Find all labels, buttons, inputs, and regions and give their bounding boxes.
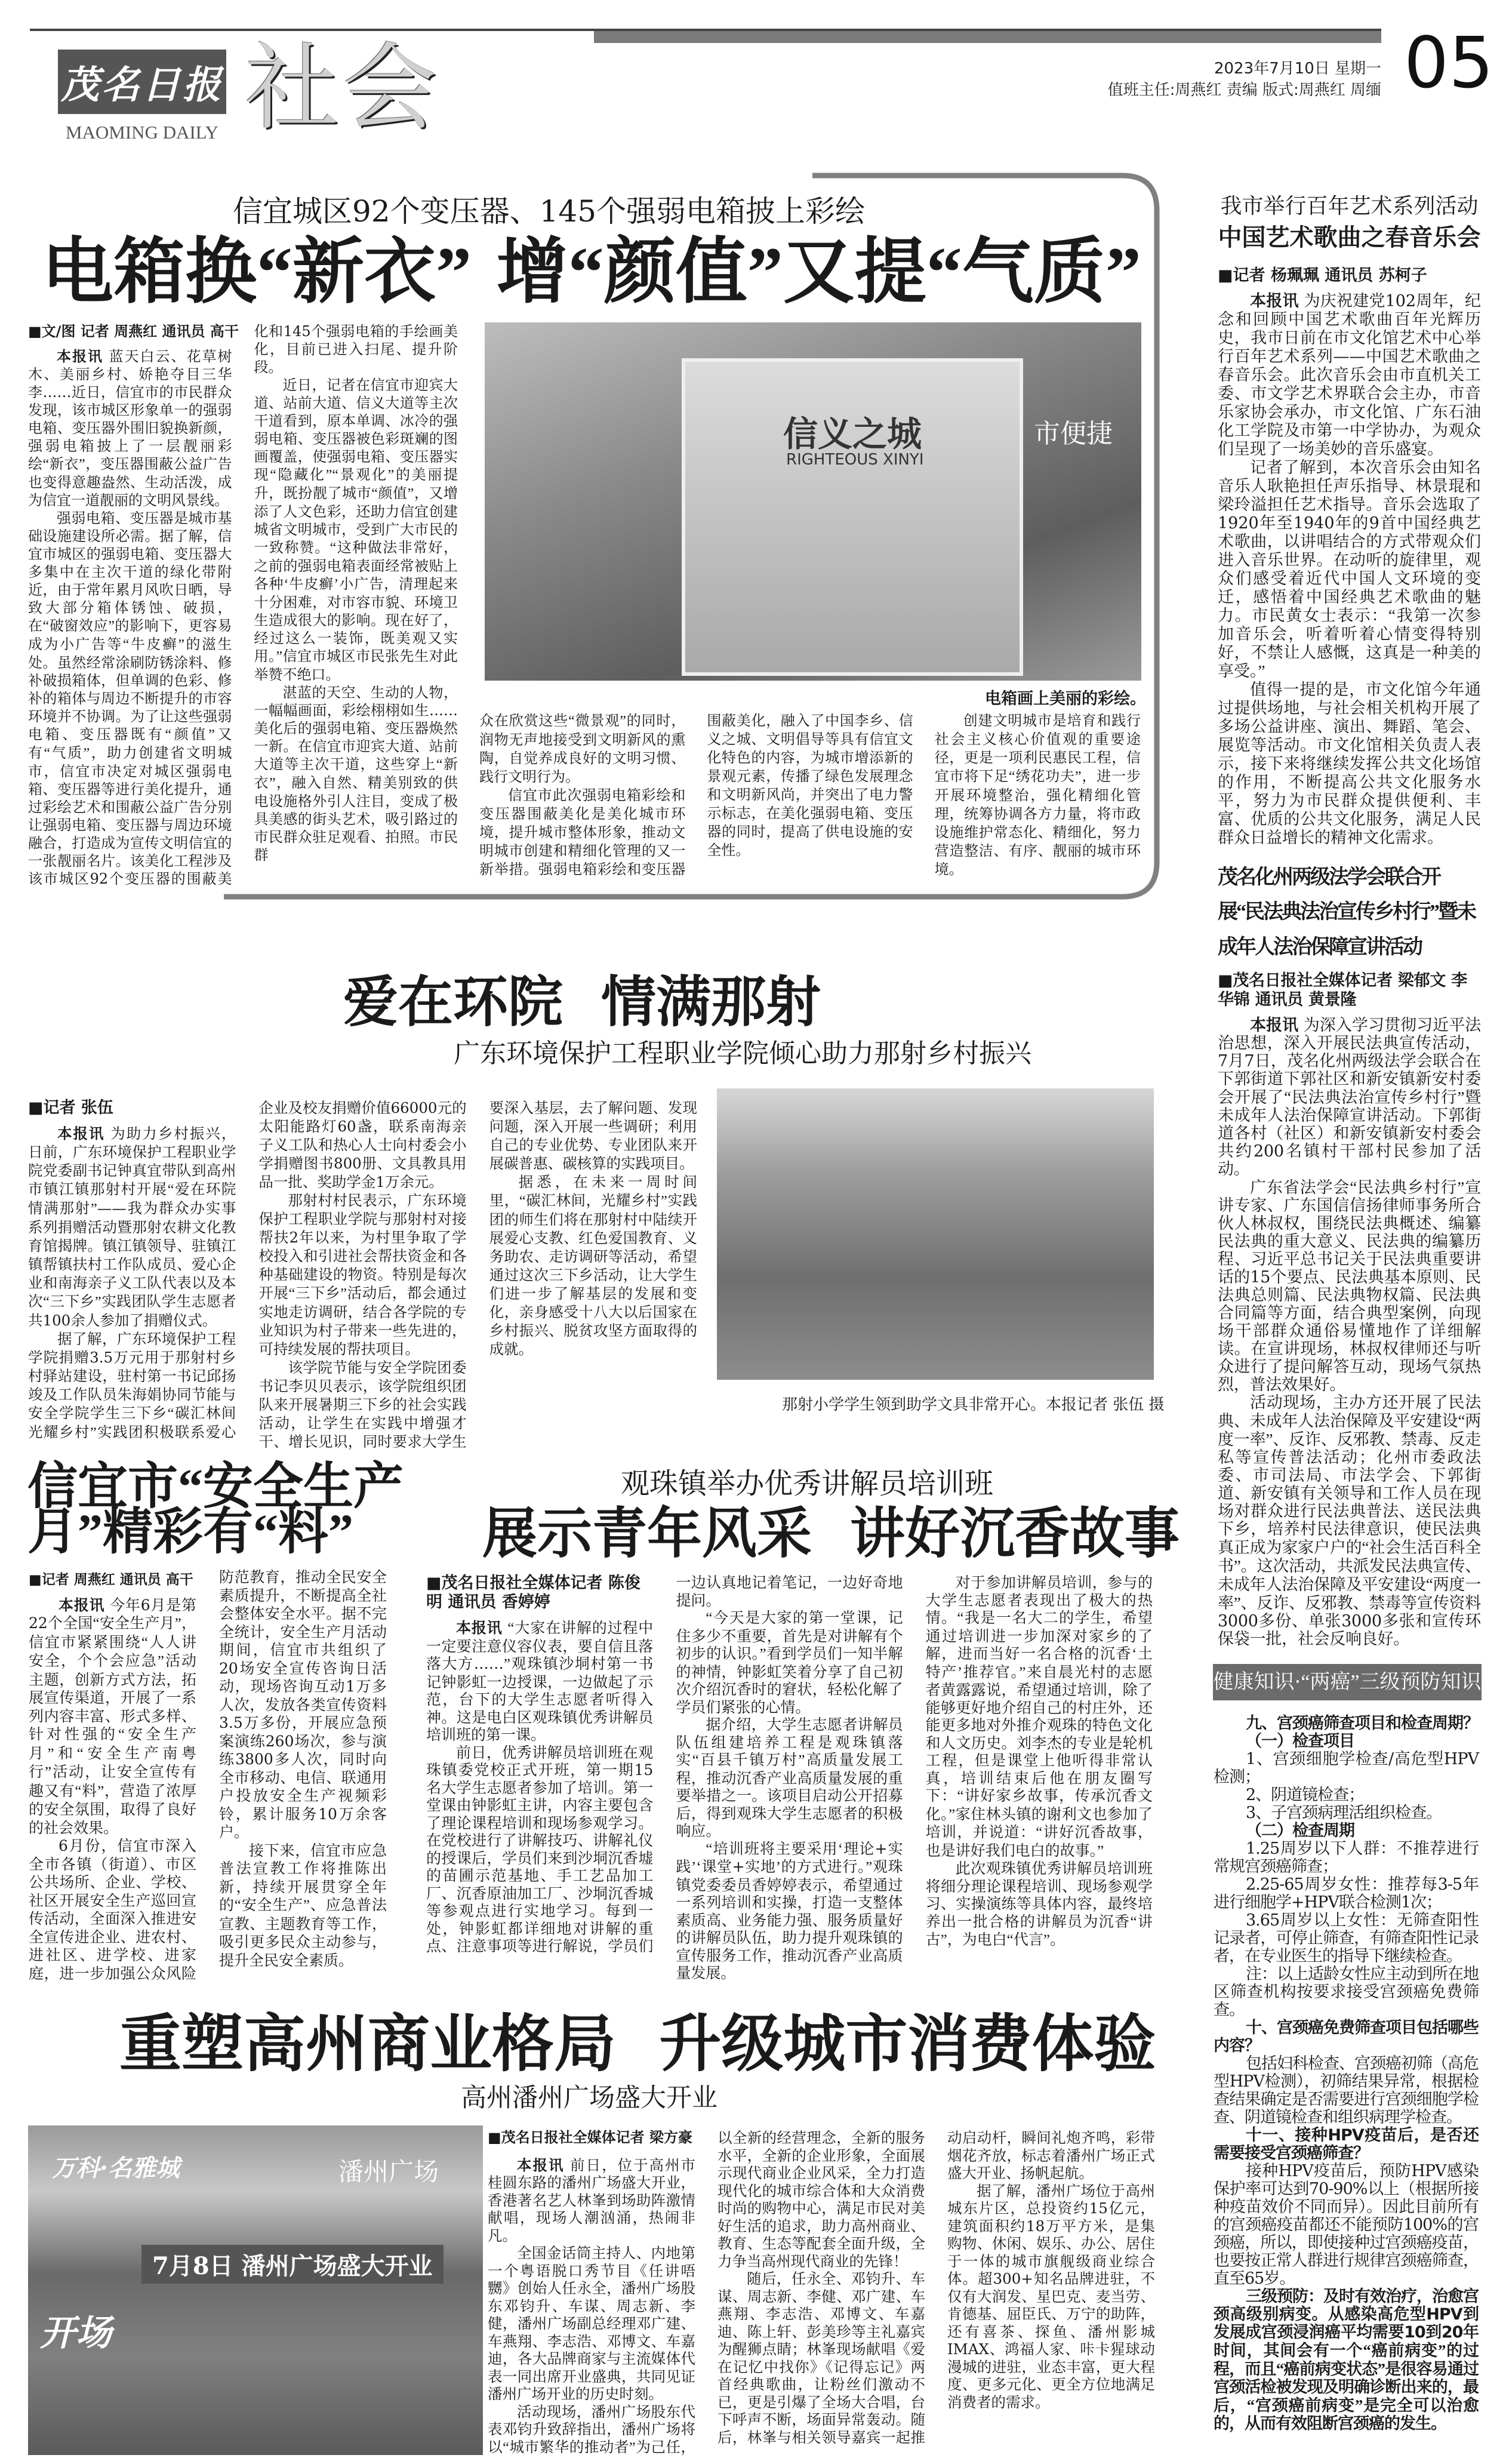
quote-mark: “ bbox=[253, 1505, 279, 1560]
logo-text: 茂名日报 bbox=[61, 63, 223, 107]
huanyuan-photo-caption: 那射小学学生领到助学文具非常开心。本报记者 张伍 摄 bbox=[782, 1396, 1165, 1414]
paragraph bbox=[479, 712, 685, 786]
quote-mark: “ bbox=[507, 1620, 515, 1636]
paragraph-text: 创建文明城市是培育和践行社会主义核心价值观的重要途径，更是一项利民惠民工程，信宜市将下足“绣花功夫”，进一步开展环境整治，强化精细化管理，统筹协调各方力量，将市政设施维护常态化、精细化，努力营造整洁、有序、靓丽的城市环境。 bbox=[934, 712, 1141, 878]
quote-mark: ” bbox=[1457, 1179, 1465, 1196]
quote-mark: ” bbox=[798, 1752, 805, 1768]
quote-mark: ” bbox=[940, 1932, 947, 1948]
paragraph bbox=[28, 347, 232, 509]
quote-mark: ’ bbox=[334, 577, 339, 592]
paragraph bbox=[1218, 292, 1481, 459]
quote-mark: “ bbox=[957, 1610, 964, 1626]
quote-mark: “ bbox=[926, 232, 962, 312]
logo-english: MAOMING DAILY bbox=[65, 122, 219, 143]
page-number: 05 bbox=[1404, 21, 1494, 104]
paragraph bbox=[488, 2157, 695, 2245]
paragraph bbox=[426, 1619, 653, 1744]
quote-mark: ” bbox=[78, 1505, 103, 1560]
quote-mark: ‘ bbox=[1132, 1646, 1137, 1662]
safety-headline bbox=[27, 1456, 404, 1561]
paragraph-text: 该学院节能与安全学院团委书记李贝贝表示，该学院组织团队来开展暑期三下乡的社会实践活动，让学生在实践中增强才干、增长见识，同时要求大学生要深入基层，去了解问题、发现问题，深入开展一些调研；利用自己的专业优势、专业团队来开展碳普惠、碳核算的实践项目。 bbox=[258, 1099, 697, 1450]
paragraph bbox=[489, 1173, 697, 1358]
quote-mark: “ bbox=[1236, 901, 1245, 923]
health-paragraph: 3.65周岁以上女性：无筛查阳性记录者，可停止筛查，有筛查阳性记录者，在专业医生的指导下继续检查。 bbox=[1214, 1911, 1479, 1965]
quote-mark: “ bbox=[706, 1841, 713, 1857]
quote-mark: ‘ bbox=[837, 1841, 843, 1857]
quote-mark: ” bbox=[1350, 1671, 1360, 1693]
quote-mark: “ bbox=[1008, 769, 1015, 785]
paragraph-text: 此次观珠镇优秀讲解员培训班将细分理论课程培训、现场参观学习、实操演练等具体内容，最终培养出一批合格的讲解员为沉香“讲古”，为电白“代言”。 bbox=[925, 1860, 1153, 1948]
concert-kicker: 我市举行百年艺术系列活动 bbox=[1220, 194, 1479, 219]
editor-credits: 值班主任:周燕红 责编 版式:周燕红 周缅 bbox=[1107, 81, 1381, 99]
quote-mark: “ bbox=[234, 1897, 241, 1914]
paragraph-text: 值得一提的是，市文化馆今年通过提供场地，与社会相关机构开展了多场公益讲座、演出、舞蹈、笔会、展览等活动。市文化馆相关负责人表示，接下来将继续发挥公共文化场馆的作用，不断提高公共文化服务水平，努力为市民群众提供便利、丰富、优质的公共文化服务，满足人民群众日益增长的精神文化需求。 bbox=[1218, 681, 1481, 847]
quote-mark: “ bbox=[118, 1727, 125, 1743]
paragraph-text: “大家在讲解的过程中一定要注意仪容仪表，要自信且落落大方……”观珠镇沙垌村第一书记钟影虹一边授课，一边做起了示范，台下的大学生志愿者听得入神。这是电白区观珠镇优秀讲解员培训班的第一课。 bbox=[426, 1619, 654, 1743]
dateline-label: 本报讯 bbox=[57, 1125, 105, 1142]
photo-lettering: 市便捷 bbox=[1034, 419, 1113, 449]
concert-headline: 中国艺术歌曲之春音乐会 bbox=[1218, 223, 1481, 251]
health-paragraph: 注：以上适龄女性应主动到所在地区筛查机构按要求接受宫颈癌免费筛查。 bbox=[1214, 1965, 1479, 2019]
quote-mark: “ bbox=[167, 1182, 174, 1198]
paragraph bbox=[947, 2182, 1155, 2411]
quote-mark: “ bbox=[43, 1294, 50, 1310]
quote-mark: ” bbox=[1105, 232, 1141, 312]
health-paragraph: 包括妇科检查、宫颈癌初筛（高危型HPV检测），初筛结果异常，根据检查结果确定是否需要进行宫颈细胞学检查、阴道镜检查和组织病理学检查。 bbox=[1214, 2054, 1479, 2127]
paragraph-text: “培训班将主要采用‘理论+实践’‘课堂+实地’的方式进行。”观珠镇党委委员香婷婷表示，希望通过一系列培训和实操，打造一支整体素质高、业务能力强、服务质量好的讲解员队伍，助力提升观珠镇的宣传服务工作，推动沉香产业高质量发展。 bbox=[676, 1839, 903, 1982]
quote-mark: “ bbox=[1388, 607, 1396, 625]
gaozhou-headline: 重塑高州商业格局 升级城市消费体验 bbox=[119, 2007, 1156, 2080]
quote-mark: “ bbox=[568, 713, 575, 729]
health-question: （二）检查周期 bbox=[1246, 1822, 1354, 1840]
quote-mark: ” bbox=[325, 467, 332, 483]
dateline-label: 本报讯 bbox=[1250, 1016, 1299, 1035]
gaozhou-subtitle: 高州潘州广场盛大开业 bbox=[461, 2083, 717, 2113]
quote-mark: ” bbox=[1043, 1932, 1051, 1948]
paragraph-text: 据介绍，大学生志愿者讲解员队伍组建培养工程是观珠镇落实“百县千镇万村”高质量发展工程，推动沉香产业高质量发展的重要举措之一。该项目启动公开招募后，得到观珠大学生志愿者的积极响应。 bbox=[676, 1716, 903, 1839]
paragraph-text: 活动现场，主办方还开展了民法典、未成年人法治保障及平安建设“两度一率”、反诈、反邪教、禁毒、反走私等宣传普法活动；化州市委政法委、市司法局、市法学会、下郭街道、新安镇有关领导和工作人员在现场对群众进行民法典普法、送民法典下乡，培养村民法律意识，使民法典真正成为家家户户的“社会生活百科全书”。这次活动，共派发民法典宣传、未成年人法治保障及平安建设“两度一率”、反诈、反邪教、禁毒等宣传资料3000多份、单张3000多张和宣传环保袋一批，社会反响良好。 bbox=[1218, 1394, 1482, 1648]
quote-mark: “ bbox=[42, 619, 50, 634]
lead-kicker: 信宜城区92个变压器、145个强弱电箱披上彩绘 bbox=[233, 194, 866, 229]
quote-mark: ” bbox=[866, 1859, 873, 1875]
safety-body bbox=[29, 1568, 387, 1986]
quote-mark: “ bbox=[503, 2439, 509, 2456]
quote-mark: ” bbox=[328, 1505, 354, 1560]
paragraph bbox=[1218, 1394, 1481, 1648]
quote-mark: ” bbox=[436, 232, 472, 312]
quote-mark: ” bbox=[1233, 1594, 1241, 1612]
quote-mark: “ bbox=[1458, 1412, 1465, 1430]
paragraph bbox=[254, 376, 458, 684]
paragraph-text: 6月份，信宜市深入全市各镇（街道）、市区公共场所、企业、学校、社区开展安全生产巡回宣传活动，全面深入推进安全宣传进企业、进农村、进社区、进学校、进家庭，进一步加强公众风险防范教育，推动全民安全素质提升，不断提高全社会整体安全水平。据不完全统计，安全生产月活动期间，信宜市共组织了20场安全宣传咨询日活动，现场咨询互动1万多人次，发放各类宣传资料3.5万多份，开展应急预案演练260场次，参与演练3800多人次，同时向全市移动、电信、联通用户投放安全生产视频彩铃，累计服务10万余客户。 bbox=[29, 1568, 387, 1982]
paragraph bbox=[926, 1574, 1153, 1860]
paragraph bbox=[676, 1716, 903, 1840]
quote-mark: ” bbox=[108, 619, 115, 634]
quote-mark: ” bbox=[503, 1656, 510, 1672]
quote-mark: “ bbox=[957, 1788, 964, 1804]
paragraph-text: 众在欣赏这些“微景观”的同时，润物无声地接受到文明新风的熏陶，自觉养成良好的文明习惯、践行文明行为。 bbox=[479, 712, 686, 785]
photo-lettering: RIGHTEOUS XINYI bbox=[786, 451, 924, 469]
health-paragraph: 接种HPV疫苗后，预防HPV感染保护率可达到70-90%以上（根据所接种疫苗效价不同而异）。因此目前所有的宫颈癌疫苗都还不能预防100%的宫颈癌，所以，即使接种过宫颈癌疫苗，也要按正常人群进行规律宫颈癌筛查，直至65岁。 bbox=[1214, 2162, 1479, 2288]
quote-mark: ‘ bbox=[696, 1859, 701, 1875]
quote-mark: “ bbox=[568, 232, 604, 312]
photo-lettering: 7月8日 潘州广场盛大开业 bbox=[141, 2245, 444, 2284]
paragraph-text: 随后，任永全、邓钧升、车谋、周志新、李健、邓广建、车燕翔、李志浩、邓博文、车嘉迪、陈上轩、彭美珍等主礼嘉宾为醒狮点睛；林峯现场献唱《爱在记忆中找你》《记得忘记》两首经典歌曲，让粉丝们激动不已，更是引爆了全场大合唱，台下呼声不断，场面异常轰动。随后，林峯与相关领导嘉宾一起推动启动杆，瞬间礼炮齐鸣，彩带烟花齐放，标志着潘州广场正式盛大开业、扬帆起航。 bbox=[717, 2129, 1155, 2446]
paragraph-text: 湛蓝的天空、生动的人物，一幅幅画面，彩绘栩栩如生……美化后的强弱电箱、变压器焕然一新。在信宜市迎宾大道、站前大道等主次干道，这些穿上“新衣”，融入自然、精美别致的供电设施格外引人注目，变成了极具美感的街头艺术，吸引路过的市民群众驻足观看、拍照。市民群 bbox=[254, 684, 458, 863]
quote-mark: “ bbox=[519, 1193, 526, 1209]
health-box-body bbox=[1214, 1715, 1479, 2433]
paragraph-text: 对于参加讲解员培训，参与的大学生志愿者表现出了极大的热情。“我是一名大二的学生，希望通过培训进一步加深对家乡的了解，进而当好一名合格的沉香‘土特产’推荐官。”来自晨光村的志愿者黄露露说，希望通过培训，除了能够更好地介绍自己的村庄外，还能更多地对外推介观珠的特色文化和人文历史。刘李杰的专业是轮机工程，但是课堂上他听得非常认真，培训结束后他在朋友圈写下：“讲好家乡故事，传承沉香文化。”家住林头镇的谢利文也参加了培训，并说道：“讲好沉香故事，也是讲好我们电白的故事。” bbox=[925, 1574, 1153, 1859]
quote-mark: “ bbox=[75, 1783, 82, 1799]
quote-mark: ” bbox=[94, 1294, 101, 1310]
quote-mark: ” bbox=[208, 727, 215, 743]
quote-mark: “ bbox=[371, 486, 378, 502]
issue-date: 2023年7月10日 星期一 bbox=[1214, 60, 1381, 78]
paragraph-text: 强弱电箱、变压器是城市基础设施建设所必需。据了解，信宜市城区的强弱电箱、变压器大多集中在主次干道的绿化带附近，由于常年累月风吹日晒，导致大部分箱体锈蚀、破损，在“破窗效应”的影响下，更容易成为小广告等“牛皮癣”的滋生处。虽然经常涂刷防锈涂料、修补破损箱体，但单调的色彩、修补的箱体与周边不断提升的市容环境并不协调。为了让这些强弱电箱、变压器既有“颜值”又有“气质”，助力创建省文明城市，信宜市决定对城区强弱电箱、变压器等进行美化提升，通过彩绘艺术和围蔽公益广告分别让强弱电箱、变压器与周边环境融合，打造成为宣传文明信宜的一张靓丽名片。该美化工程涉及该市城区92个变压器的围蔽美化和145个强弱电箱的手绘画美化，目前已进入扫尾、提升阶段。 bbox=[28, 323, 458, 887]
paragraph-text: 今年6月是第22个全国“安全生产月”，信宜市紧紧围绕“人人讲安全，个个会应急”活动主题，创新方式方法，拓展宣传渠道，开展了一系列内容丰富、形式多样、针对性强的“安全生产月”和“安全生产南粤行”活动，让安全宣传有趣又有“料”，营造了浓厚的安全氛围，取得了良好的社会效果。 bbox=[29, 1596, 196, 1837]
lead-photo-caption: 电箱画上美丽的彩绘。 bbox=[985, 690, 1146, 708]
paragraph bbox=[1218, 1017, 1481, 1179]
quote-mark: “ bbox=[165, 727, 172, 743]
dateline-label: 本报讯 bbox=[456, 1619, 503, 1636]
quote-mark: “ bbox=[1363, 2342, 1371, 2360]
quote-mark: ” bbox=[178, 637, 185, 653]
quote-mark: ” bbox=[1430, 901, 1438, 923]
paragraph bbox=[676, 1840, 903, 1982]
quote-mark: ’ bbox=[957, 1664, 963, 1681]
photo-lettering: 潘州广场 bbox=[338, 2157, 439, 2186]
quote-mark: ” bbox=[174, 1616, 181, 1632]
paragraph bbox=[676, 1609, 903, 1716]
paragraph-text: 近日，记者在信宜市迎宾大道、站前大道、信义大道等主次干道看到，原本单调、冰冷的强弱电箱、变压器被色彩斑斓的图画覆盖，使强弱电箱、变压器实现“隐藏化”“景观化”的美丽提升，既扮靓了城市“颜值”，又增添了人文色彩，还助力信宜创建城省文明城市，受到广大市民的一致称赞。“这种做法非常好，之前的强弱电箱表面经常被贴上各种‘牛皮癣’小广告，清理起来十分困难，对市容市貌、环境卫生造成很大的影响。现在好了，经过这么一装饰，既美观又实用。”信宜市城区市民张先生对此举赞不绝口。 bbox=[254, 377, 458, 683]
quote-mark: ” bbox=[79, 457, 85, 472]
safety-headline-line: 月”精彩有“料” bbox=[27, 1502, 354, 1561]
quote-mark: “ bbox=[436, 757, 443, 773]
dateline-label: 本报讯 bbox=[517, 2156, 565, 2174]
quote-mark: “ bbox=[288, 1285, 295, 1302]
guanzhu-kicker: 观珠镇举办优秀讲解员培训班 bbox=[621, 1467, 994, 1500]
paragraph bbox=[28, 1124, 236, 1330]
photo-lettering: 开场 bbox=[40, 2312, 112, 2354]
quote-mark: “ bbox=[270, 467, 276, 483]
gaozhou-photo-opening-ceremony bbox=[28, 2125, 483, 2455]
quote-mark: ” bbox=[747, 232, 783, 312]
quote-mark: “ bbox=[178, 1459, 204, 1515]
quote-mark: ” bbox=[629, 2439, 636, 2456]
quote-mark: “ bbox=[44, 746, 51, 761]
dateline-label: 本报讯 bbox=[1250, 292, 1299, 310]
paragraph bbox=[258, 1191, 466, 1358]
quote-mark: ” bbox=[1457, 1088, 1465, 1106]
quote-mark: “ bbox=[167, 1405, 174, 1422]
paragraph-text: 记者了解到，本次音乐会由知名音乐人耿艳担任声乐指导、林景琨和梁玲溢担任艺术指导。音乐会选取了1920年至1940年的9首中国经典艺术歌曲，以讲唱结合的方式带观众们进入音乐世界。在动听的旋律里，观众们感受着近代中国人文环境的变迁，感悟着中国经典艺术歌曲的魅力。市民黄女士表示：“我第一次参加音乐会，听着听着心情变得特别好，不禁让人感慨，这真是一种美的享受。” bbox=[1218, 459, 1482, 681]
paragraph-text: 据了解，广东环境保护工程学院捐赠3.5万元用于那射村乡村驿站建设，驻村第一书记邱扬竣及工作队员朱海娟协同节能与安全学院学生三下乡“碳汇林间 光耀乡村”实践团积极联系爱心企业及校友捐赠价值66000元的太阳能路灯60盏，联系南海亲子义工队和热心人士向村委会小学捐赠图书800册、文具教具用品一批、奖助学金1万余元。 bbox=[28, 1099, 467, 1441]
guanzhu-body bbox=[426, 1574, 1153, 1988]
quote-mark: ” bbox=[1019, 1664, 1026, 1681]
huanyuan-subtitle: 广东环境保护工程职业学院倾心助力那射乡村振兴 bbox=[454, 1038, 1031, 1069]
health-paragraph: 1.25周岁以下人群：不推荐进行常规宫颈癌筛查； bbox=[1214, 1839, 1479, 1876]
paragraph bbox=[1218, 459, 1481, 681]
health-question: 十、宫颈癌免费筛查项目包括哪些内容？ bbox=[1214, 2019, 1479, 2055]
quote-mark: “ bbox=[122, 637, 130, 653]
quote-mark: “ bbox=[1425, 1576, 1433, 1594]
paragraph bbox=[254, 684, 458, 864]
quote-mark: ” bbox=[83, 746, 90, 761]
quote-mark: “ bbox=[76, 1745, 84, 1762]
health-paragraph: 2.25-65周岁女性：推荐每3-5年进行细胞学+HPV联合检测1次； bbox=[1214, 1875, 1479, 1912]
quote-mark: ” bbox=[90, 1201, 97, 1217]
gaozhou-body bbox=[488, 2129, 1155, 2460]
quote-mark: ” bbox=[1354, 2397, 1363, 2414]
paragraph-text: 接下来，信宜市应急普法宣教工作将推陈出新，持续开展贯穿全年的“安全生产”、应急普法宣教、主题教育等工作，吸引更多民众主动参与，提升全民安全素质。 bbox=[219, 1841, 387, 1969]
photo-lettering: 信义之城 bbox=[783, 414, 922, 454]
quote-mark: ” bbox=[407, 486, 414, 502]
quote-mark: ” bbox=[45, 1764, 52, 1780]
lead-photo-painted-electric-box bbox=[485, 322, 1141, 681]
quote-mark: ” bbox=[157, 1653, 164, 1669]
quote-mark: ‘ bbox=[284, 577, 289, 592]
quote-mark: “ bbox=[1301, 1671, 1310, 1693]
photo-lettering: 万科·名雅城 bbox=[52, 2154, 180, 2182]
huanyuan-photo-students bbox=[717, 1088, 1154, 1380]
paragraph-text: 蓝天白云、花草树木、美丽乡村、娇艳夺目三华李……近日，信宜市的市民群众发现，该市城区形象单一的强弱电箱、变压器外围旧貌换新颜，强弱电箱披上了一层靓丽彩绘“新衣”，变压器围蔽公益广告也变得意趣盎然、生动活泼，成为信宜一道靓丽的文明风景线。 bbox=[28, 348, 232, 509]
quote-mark: ” bbox=[660, 1193, 667, 1209]
newspaper-logo bbox=[58, 50, 226, 114]
safety-headline-line: 信宜市“安全生产 bbox=[27, 1456, 404, 1515]
quote-mark: ” bbox=[269, 776, 276, 791]
quote-mark: “ bbox=[1130, 1914, 1137, 1930]
quote-mark: ” bbox=[387, 467, 395, 483]
paragraph-text: 信宜市此次强弱电箱彩绘和变压器围蔽美化是美化城市环境，提升城市整体形象，推动文明城市创建和精细化管理的又一新举措。强弱电箱彩绘和变压器围蔽美化，融入了中国李乡、信义之城、文明倡导等具有信宜文化特色的内容，为城市增添新的景观元素，传播了绿色发展理念和文明新风尚，并突出了电力警示标志，在美化强弱电箱、变压器的同时，提高了供电设施的安全性。 bbox=[479, 712, 913, 878]
quote-mark: “ bbox=[257, 232, 292, 312]
quote-mark: ” bbox=[1233, 1557, 1241, 1575]
paragraph bbox=[1218, 1179, 1481, 1394]
lead-byline: ■文/图 记者 周燕红 通讯员 高干 bbox=[28, 323, 239, 340]
quote-mark: ” bbox=[1258, 662, 1265, 680]
quote-mark: “ bbox=[1284, 1088, 1291, 1106]
health-question: （一）检查项目 bbox=[1246, 1732, 1354, 1751]
concert-byline: ■记者 杨珮珮 通讯员 苏柯子 bbox=[1218, 266, 1427, 285]
law-headline: 茂名化州两级法学会联合开展“民法典法治宣传乡村行”暨未成年人法治保障宣讲活动 bbox=[1218, 865, 1475, 959]
quote-mark: “ bbox=[1276, 2360, 1284, 2378]
health-question: 十一、接种HPV疫苗后，是否还需要接受宫颈癌筛查？ bbox=[1214, 2126, 1479, 2162]
paragraph-text: 广东省法学会“民法典乡村行”宣讲专家、广东国信信扬律师事务所合伙人林叔权，围绕民法典概述、编纂民法典的重大意义、民法典的编纂历程、习近平总书记关于民法典重要讲话的15个要点、民法典基本原则、民法典总则篇、民法典物权篇、民法典合同篇等方面，结合典型案例，向现场干部群众通俗易懂地作了详细解读。在宣讲现场，林叔权律师还与听众进行了提问解答互动，现场气氛热烈，普法效果好。 bbox=[1218, 1179, 1482, 1394]
paragraph-text: 全国金话筒主持人、内地第一个粤语脱口秀节目《任讲唔嬲》创始人任永全，潘州广场股东邓钧升、车谋、周志新、李健，潘州广场副总经理邓广建、车燕翔、李志浩、邓博文、车嘉迪，各大品牌商家与主流媒体代表一同出席开业盛典，共同见证潘州广场开业的历史时刻。 bbox=[488, 2244, 695, 2403]
quote-mark: “ bbox=[332, 467, 338, 483]
quote-mark: “ bbox=[1350, 1179, 1357, 1196]
health-box-header: 健康知识·“两癌”三级预防知识 bbox=[1213, 1664, 1482, 1700]
paragraph-text: “今天是大家的第一堂课，记住多少不重要，首先是对讲解有个初步的认识。”看到学员们一知半解的神情，钟影虹笑着分享了自己初次介绍沉香时的窘状，轻松化解了学员们紧张的心情。 bbox=[676, 1609, 903, 1716]
paragraph-text: 据悉，在未来一周时间里，“碳汇林间，光耀乡村”实践团的师生们将在那射村中陆续开展爱心支教、红色爱国教育、义务助农、走访调研等活动，希望通过这次三下乡活动，让大学生们进一步了解基层的发展和变化，亲身感受十八大以后国家在乡村振兴、脱贫攻坚方面取得的成就。 bbox=[489, 1173, 697, 1358]
law-article bbox=[1218, 860, 1481, 1648]
quote-mark: “ bbox=[1246, 2397, 1255, 2414]
gaozhou-byline: ■茂名日报社全媒体记者 梁方豪 bbox=[488, 2129, 693, 2146]
health-question: 九、宫颈癌筛查项目和检查周期？ bbox=[1246, 1714, 1479, 1733]
quote-mark: ” bbox=[340, 1285, 347, 1302]
dateline-label: 本报讯 bbox=[58, 1596, 105, 1614]
health-paragraph: 3、子宫颈病理活组织检查。 bbox=[1246, 1804, 1442, 1822]
dateline-label: 本报讯 bbox=[57, 348, 103, 365]
paragraph-text: 活动现场，潘州广场股东代表邓钧升致辞指出，潘州广场将以“城市繁华的推动者”为己任，以全新的经营理念，全新的服务水平，全新的企业形象，全面展示现代商业企业风采，全力打造现代化的城市综合体和大众消费时尚的购物中心，满足市民对美好生活的追求，助力高州商业、教育、生态等配套全面升级，全力争当高州现代商业的先锋！ bbox=[488, 2129, 925, 2456]
quote-mark: ” bbox=[759, 1646, 766, 1662]
huanyuan-byline: ■记者 张伍 bbox=[28, 1099, 113, 1117]
quote-mark: “ bbox=[93, 1616, 100, 1632]
quote-mark: ’ bbox=[775, 1859, 781, 1875]
paragraph bbox=[935, 712, 1141, 879]
quote-mark: ” bbox=[303, 1897, 310, 1914]
quote-mark: ” bbox=[97, 1783, 104, 1799]
quote-mark: ” bbox=[1377, 2360, 1385, 2378]
section-title: 社会 bbox=[245, 33, 441, 143]
quote-mark: ” bbox=[47, 1745, 54, 1762]
concert-article bbox=[1218, 192, 1481, 847]
lead-headline: 电箱换“新衣” 增“颜值”又提“气质” bbox=[42, 229, 1141, 313]
guanzhu-byline: ■茂名日报社全媒体记者 陈俊明 通讯员 香婷婷 bbox=[426, 1574, 640, 1611]
quote-mark: ” bbox=[276, 649, 283, 665]
paragraph bbox=[1218, 681, 1481, 847]
paragraph-text: 前日，位于高州市桂圆东路的潘州广场盛大开业，香港著名艺人林峯到场助阵激情献唱，现场人潮汹涌，热闹非凡。 bbox=[488, 2156, 695, 2244]
quote-mark: ” bbox=[90, 1425, 97, 1441]
quote-mark: “ bbox=[329, 540, 337, 556]
guanzhu-headline: 展示青年风采 讲好沉香故事 bbox=[482, 1501, 1180, 1565]
paragraph-text: 为助力乡村振兴，日前，广东环境保护工程职业学院党委副书记钟真宜带队到高州市镇江镇那射村开展“爱在环院 情满那射”——我为群众办实事系列捐赠活动暨那射农耕文化教育馆揭牌。镇江镇领导、驻镇江镇帮镇扶村工作队成员、爱心企业和南海亲子义工队代表以及本次“三下乡”实践团队学生志愿者共100余人参加了捐赠仪式。 bbox=[28, 1125, 236, 1329]
quote-mark: “ bbox=[706, 1610, 713, 1626]
health-paragraph: 三级预防：及时有效治疗，治愈宫颈高级别病变。从感染高危型HPV到发展成宫颈浸润癌平均需要10到20年时间，其间会有一个“癌前病变”的过程，而且“癌前病变状态”是很容易通过宫颈活检被发现及明确诊断出来的，最后，“宫颈癌前病变”是完全可以治愈的，从而有效阻断宫颈癌的发生。 bbox=[1214, 2287, 1479, 2433]
safety-byline: ■记者 周燕红 通讯员 高干 bbox=[29, 1572, 193, 1588]
quote-mark: ” bbox=[1437, 2342, 1446, 2360]
quote-mark: ” bbox=[1097, 1842, 1104, 1859]
paragraph-text: 为庆祝建党102周年，纪念和回顾中国艺术歌曲百年光辉历史，我市日前在市文化馆艺术中心举行百年艺术系列——中国艺术歌曲之春音乐会。此次音乐会由市直机关工委、市文学艺术界联合会主办，市音乐家协会承办，市文化馆、广东石油化工学院及市第一中学协办，为观众们呈现了一场美妙的音乐盛宴。 bbox=[1218, 292, 1482, 459]
quote-mark: “ bbox=[1036, 1825, 1043, 1841]
paragraph bbox=[488, 2244, 695, 2403]
huanyuan-body bbox=[28, 1099, 697, 1451]
header-gray-bar bbox=[594, 31, 1381, 43]
quote-mark: “ bbox=[141, 1634, 149, 1651]
quote-mark: “ bbox=[42, 457, 50, 472]
paragraph-text: 据了解，潘州广场位于高州城东片区，总投资约15亿元，建筑面积约18万平方米，是集购物、休闲、娱乐、办公、居住于一体的城市旗舰级商业综合体。超300+知名品牌进驻，不仅有大润发、星巴克、麦当劳、肯德基、屈臣氏、万宁的助阵，还有喜茶、探鱼、潘州影城IMAX、鸿福人家、咔卡猩球动漫城的进驻，业态丰富，更大程度、更多元化、更全方位地满足消费者的需求。 bbox=[947, 2182, 1155, 2411]
quote-mark: “ bbox=[1362, 1539, 1369, 1556]
paragraph-text: 为深入学习贯彻习近平法治思想，深入开展民法典宣传活动，7月7日，茂名化州两级法学会联合在下郭街道下郭社区和新安镇新安村委会开展了“民法典法治宣传乡村行”暨未成年人法治保障宣讲活动。下郭街道各村（社区）和新安镇新安村委会共约200名镇村干部村民参加了活动。 bbox=[1218, 1016, 1482, 1179]
quote-mark: ” bbox=[948, 1806, 956, 1823]
health-paragraph: 1、宫颈细胞学检查/高危型HPV检测； bbox=[1214, 1750, 1479, 1786]
health-paragraph: 2、阴道镜检查； bbox=[1246, 1786, 1365, 1804]
quote-mark: “ bbox=[692, 1752, 699, 1768]
law-byline: ■茂名日报社全媒体记者 梁郁文 李华锦 通讯员 黄景隆 bbox=[1218, 971, 1468, 1009]
paragraph bbox=[29, 1596, 196, 1838]
quote-mark: ” bbox=[1074, 769, 1082, 785]
quote-mark: ’ bbox=[691, 1859, 697, 1875]
quote-mark: ” bbox=[620, 713, 626, 729]
paragraph bbox=[219, 1842, 387, 1970]
huanyuan-headline: 爱在环院 情满那射 bbox=[343, 970, 821, 1034]
quote-mark: ” bbox=[1265, 1431, 1273, 1448]
lead-body-left bbox=[28, 322, 458, 890]
quote-mark: “ bbox=[1006, 1932, 1014, 1948]
paragraph-text: 那射村村民表示，广东环境保护工程职业学院与那射村对接帮扶2年以来，为村里争取了学校投入和引进社会帮扶资金和各种基础建设的物资。特别是每次开展“三下乡”活动后，都会通过实地走访调研，结合各学院的专业知识为村子带来一些先进的，可持续发展的帮扶项目。 bbox=[258, 1192, 467, 1358]
lead-body-bottom bbox=[479, 712, 1141, 891]
paragraph bbox=[926, 1860, 1153, 1949]
paragraph-text: 前日，优秀讲解员培训班在观珠镇委党校正式开班，第一期15名大学生志愿者参加了培训。第一堂课由钟影虹主讲，内容主要包含了理论课程培训和现场参观学习。在党校进行了讲解技巧、讲解礼仪的授课后，学员们来到沙垌沉香墟的苗圃示范基地、手工艺品加工厂、沉香原油加工厂、沙垌沉香城等参观点进行实地学习。每到一处，钟影虹都详细地对讲解的重点、注意事项等进行解说，学员们一边认真地记着笔记，一边好奇地提问。 bbox=[426, 1574, 903, 1955]
